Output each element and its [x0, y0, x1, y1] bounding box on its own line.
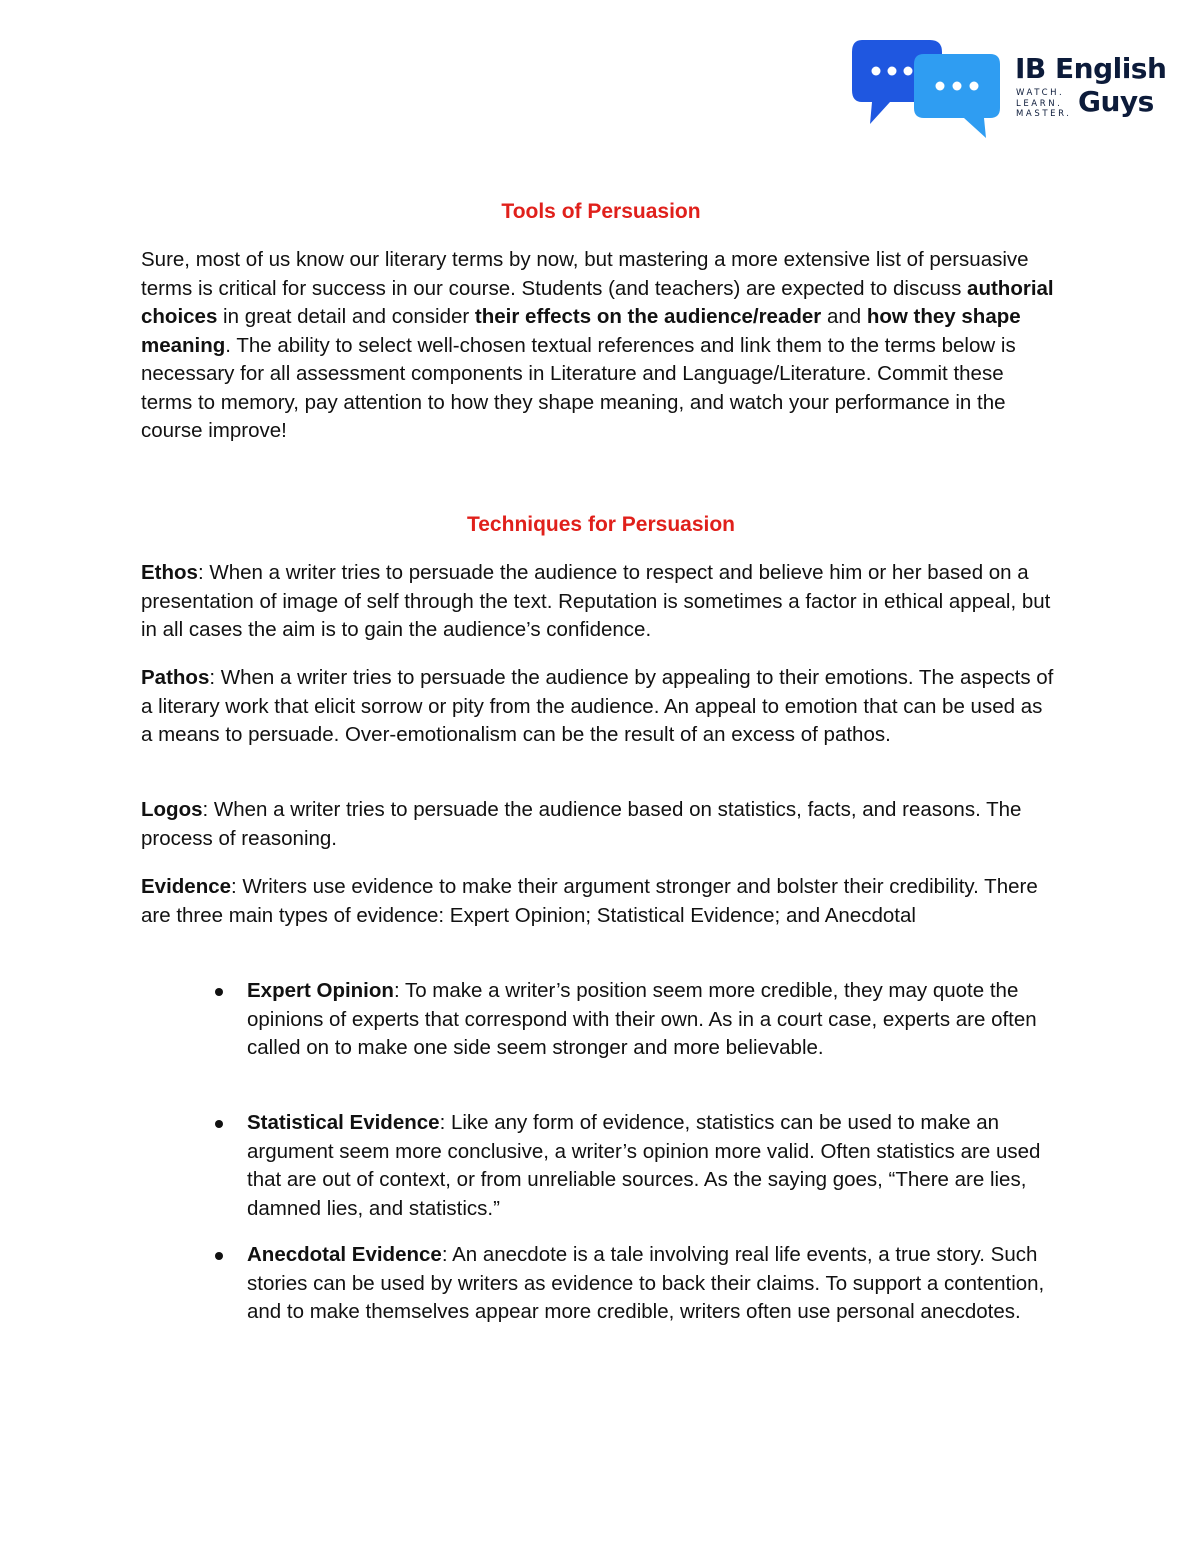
section-heading-tools: Tools of Persuasion — [501, 200, 701, 223]
term-ethos — [141, 559, 1056, 645]
list-item-text: : An anecdote is a tale involving real life events, a true story. Such stories can be used by writers as evidence to back their claims. To support a contention, and to make themselves appear more credible, writers often use personal anecdotes. — [247, 1243, 1045, 1323]
bullet-icon — [215, 988, 223, 996]
list-item-text: : To make a writer’s position seem more credible, they may quote the opinions of experts that correspond with their own. As in a court case, experts are often called on to make one side seem stronger and more believable. — [247, 979, 1037, 1059]
term-definition: : When a writer tries to persuade the audience by appealing to their emotions. The aspects of a literary work that elicit sorrow or pity from the audience. An appeal to emotion that can be used as a means to persuade. Over-emotionalism can be the result of an excess of pathos. — [141, 666, 1054, 746]
term-label: Logos — [141, 798, 203, 821]
term-evidence — [141, 873, 1056, 930]
term-definition: : Writers use evidence to make their argument stronger and bolster their credibility. There are three main types of evidence: Expert Opinion; Statistical Evidence; and Anecdotal — [141, 875, 1038, 927]
list-item-text: : Like any form of evidence, statistics can be used to make an argument seem more conclusive, a writer’s opinion more valid. Often statistics are used that are out of context, or from unreliable sources. As the saying goes, “There are lies, damned lies, and statistics.” — [247, 1111, 1041, 1220]
term-label: Evidence — [141, 875, 232, 898]
logo-tagline-line: MASTER. — [1016, 109, 1072, 119]
logo-tagline-line: WATCH. — [1016, 88, 1065, 98]
intro-emphasis: authorial choices — [141, 276, 1054, 328]
list-item-statistical-evidence — [247, 1109, 1057, 1223]
intro-emphasis: how they shape meaning — [141, 305, 1021, 357]
list-item-term: Statistical Evidence — [247, 1111, 440, 1134]
bullet-icon — [215, 1252, 223, 1260]
logo-title-second: Guys — [1078, 85, 1154, 118]
intro-text: in great detail and consider — [217, 305, 475, 328]
chat-bubbles-icon — [850, 38, 1010, 142]
logo-title: IB English — [1015, 52, 1167, 85]
intro-emphasis: their effects on the audience/reader — [474, 305, 822, 328]
term-label: Ethos — [141, 561, 198, 584]
list-item-anecdotal-evidence — [247, 1241, 1057, 1327]
list-item-term: Anecdotal Evidence — [247, 1243, 442, 1266]
ib-english-guys-logo — [850, 38, 1167, 142]
list-item-expert-opinion — [247, 977, 1057, 1063]
intro-text: and — [821, 305, 867, 328]
list-item-term: Expert Opinion — [247, 979, 394, 1002]
term-logos — [141, 796, 1056, 853]
logo-tagline — [1016, 88, 1072, 120]
term-pathos — [141, 664, 1056, 750]
term-label: Pathos — [141, 666, 210, 689]
bullet-icon — [215, 1120, 223, 1128]
logo-tagline-line: LEARN. — [1016, 98, 1063, 109]
intro-text: . The ability to select well-chosen textual references and link them to the terms below is necessary for all assessment components in Literature and Language/Literature. Commit these terms to memory, pay attention to how they shape meaning, and watch your performance in the course improve! — [141, 333, 1016, 442]
term-definition: : When a writer tries to persuade the audience based on statistics, facts, and reasons. The process of reasoning. — [141, 798, 1022, 850]
term-definition: : When a writer tries to persuade the audience to respect and believe him or her based on a presentation of image of self through the text. Reputation is sometimes a factor in ethical appeal, but in all cases the aim is to gain the audience’s confidence. — [141, 561, 1051, 641]
section-heading-techniques: Techniques for Persuasion — [466, 513, 735, 536]
intro-paragraph — [141, 246, 1056, 446]
intro-text: Sure, most of us know our literary terms by now, but mastering a more extensive list of persuasive terms is critical for success in our course. Students (and teachers) are expected to discuss — [141, 248, 1029, 300]
